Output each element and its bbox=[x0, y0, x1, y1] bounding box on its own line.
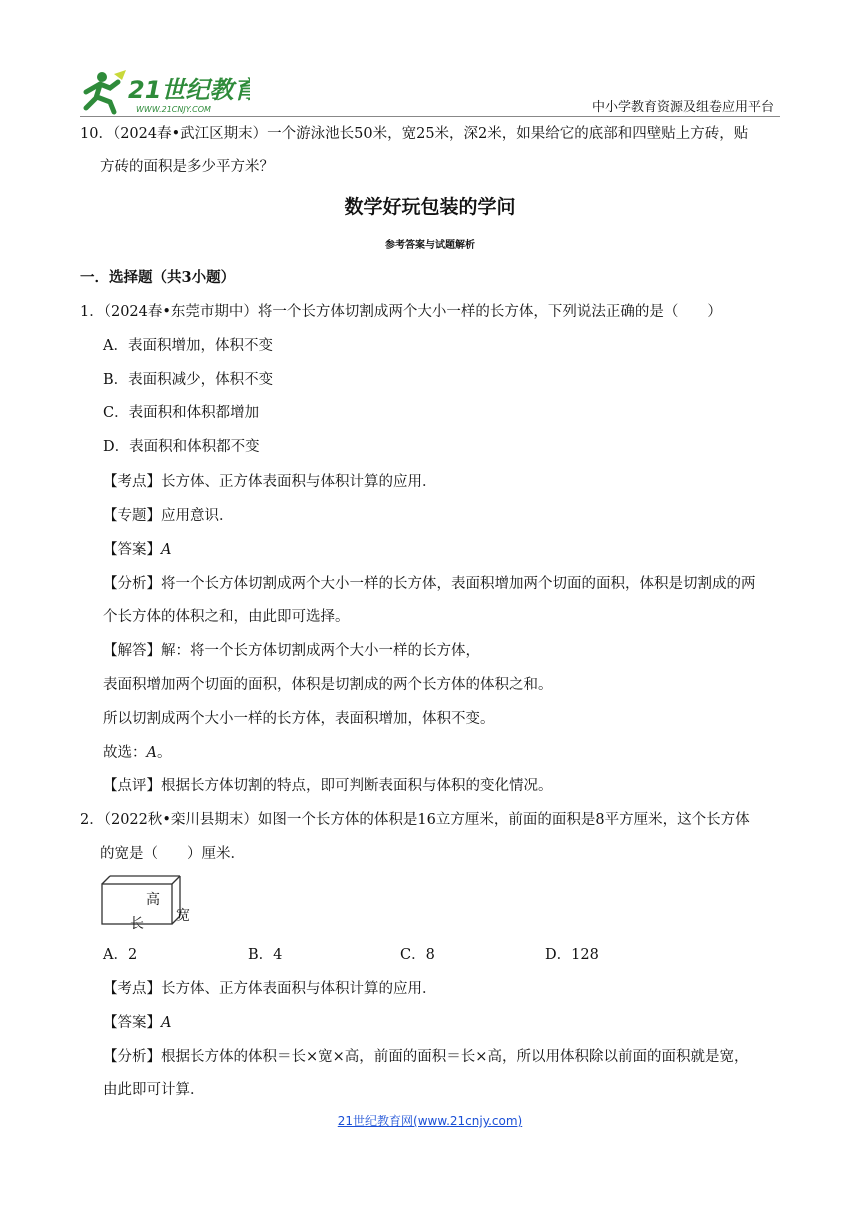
q1-option-d: D．表面积和体积都不变 bbox=[103, 439, 260, 455]
q1-stem: 1．（2024春•东莞市期中）将一个长方体切割成两个大小一样的长方体，下列说法正确的是（ ） bbox=[80, 304, 722, 320]
cuboid-figure bbox=[100, 874, 200, 936]
q2-option-a: A．2 bbox=[103, 947, 138, 963]
q2-option-c: C．8 bbox=[400, 947, 435, 963]
svg-text:21世纪教育: 21世纪教育 bbox=[128, 76, 250, 104]
q2-stem-line1: 2．（2022秋•栾川县期末）如图一个长方体的体积是16立方厘米，前面的面积是8平方厘米，这个长方体 bbox=[80, 812, 750, 828]
q1-answer bbox=[103, 540, 171, 560]
q2-stem-line2: 的宽是（ ）厘米． bbox=[100, 846, 245, 862]
page-title: 数学好玩包装的学问 bbox=[344, 196, 516, 218]
answer-value: A bbox=[161, 542, 172, 558]
guxuan-end: 。 bbox=[156, 745, 172, 761]
answer-value: A bbox=[161, 1015, 172, 1031]
answer-label: 【答案】 bbox=[103, 1015, 161, 1031]
q1-kaodian: 【考点】长方体、正方体表面积与体积计算的应用． bbox=[103, 474, 437, 490]
q2-fenxi-line1: 【分析】根据长方体的体积＝长×宽×高，前面的面积＝长×高，所以用体积除以前面的面积就是宽， bbox=[103, 1049, 749, 1065]
footer-link[interactable]: 21世纪教育网(www.21cnjy.com) bbox=[337, 1114, 523, 1128]
figure-label-kuan: 宽 bbox=[176, 908, 190, 924]
q10-line2: 方砖的面积是多少平方米？ bbox=[100, 159, 274, 175]
q1-jieda-line1: 【解答】解：将一个长方体切割成两个大小一样的长方体， bbox=[103, 643, 480, 659]
q1-jieda-line2: 表面积增加两个切面的面积，体积是切割成的两个长方体的体积之和。 bbox=[103, 677, 553, 693]
q2-option-d: D．128 bbox=[545, 947, 599, 963]
header-divider bbox=[80, 116, 780, 117]
q1-fenxi-line2: 个长方体的体积之和，由此即可选择。 bbox=[103, 609, 350, 625]
q1-option-b: B．表面积减少，体积不变 bbox=[103, 372, 274, 388]
q1-fenxi-line1: 【分析】将一个长方体切割成两个大小一样的长方体，表面积增加两个切面的面积，体积是切割成的两 bbox=[103, 576, 756, 592]
q2-answer bbox=[103, 1013, 171, 1033]
page-subtitle: 参考答案与试题解析 bbox=[385, 240, 475, 251]
guxuan-value: A bbox=[146, 745, 157, 761]
q2-fenxi-line2: 由此即可计算． bbox=[103, 1082, 205, 1098]
q1-dianping: 【点评】根据长方体切割的特点，即可判断表面积与体积的变化情况。 bbox=[103, 778, 553, 794]
q10-line1: 10．（2024春•武江区期末）一个游泳池长50米，宽25米，深2米，如果给它的底部和四壁贴上方砖，贴 bbox=[80, 126, 749, 142]
svg-text:WWW.21CNJY.COM: WWW.21CNJY.COM bbox=[136, 105, 211, 114]
answer-label: 【答案】 bbox=[103, 542, 161, 558]
site-logo bbox=[80, 68, 250, 118]
section-heading: 一．选择题（共3小题） bbox=[80, 269, 236, 286]
q1-jieda-line3: 所以切割成两个大小一样的长方体，表面积增加，体积不变。 bbox=[103, 711, 495, 727]
platform-name: 中小学教育资源及组卷应用平台 bbox=[591, 100, 774, 115]
q1-option-c: C．表面积和体积都增加 bbox=[103, 405, 260, 421]
q2-option-b: B．4 bbox=[248, 947, 283, 963]
runner-icon bbox=[86, 70, 126, 112]
q1-guxuan bbox=[103, 743, 171, 763]
q1-zhuanti: 【专题】应用意识． bbox=[103, 508, 234, 524]
figure-label-gao: 高 bbox=[146, 892, 160, 908]
q1-option-a: A．表面积增加，体积不变 bbox=[103, 338, 273, 354]
guxuan-label: 故选： bbox=[103, 745, 147, 761]
q2-kaodian: 【考点】长方体、正方体表面积与体积计算的应用． bbox=[103, 981, 437, 997]
figure-label-chang: 长 bbox=[130, 916, 144, 932]
